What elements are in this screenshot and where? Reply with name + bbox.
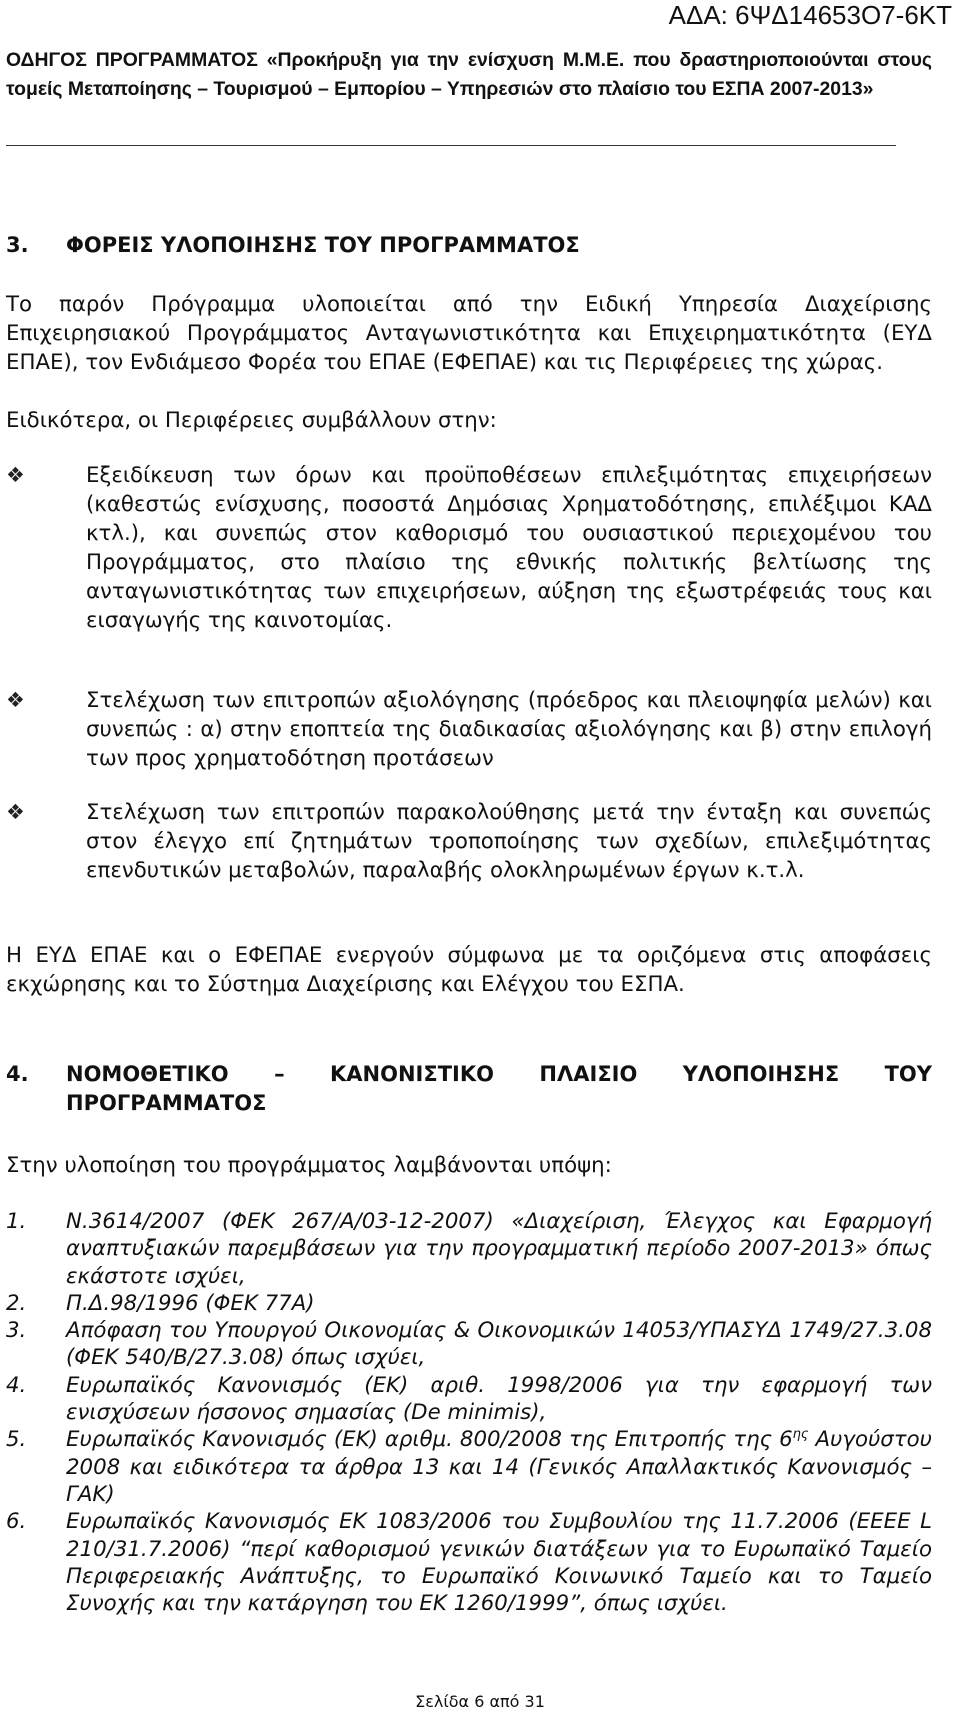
reference-text: Απόφαση του Υπουργού Οικονομίας & Οικονομικών 14053/ΥΠΑΣΥΔ 1749/27.3.08 (ΦΕΚ 540/Β/27.3.08) όπως ισχύει, <box>66 1318 932 1371</box>
bullet-text: Εξειδίκευση των όρων και προϋποθέσεων επιλεξιμότητας επιχειρήσεων (καθεστώς ενίσχυσης, ποσοστά Δημόσιας Χρηματοδότησης, επιλέξιμοι ΚΑΔ κτλ.), και συνεπώς στον καθορισμό του ουσιαστικού περιεχομένου του Προγράμματος, στο πλαίσιο της εθνικής πολιτικής βελτίωσης της ανταγωνιστικότητας των επιχειρήσεων, αύξηση της εξωστρέφειάς τους και εισαγωγής της καινοτομίας. <box>86 463 932 633</box>
reference-number: 2. <box>6 1290 27 1316</box>
reference-item <box>6 1290 932 1317</box>
reference-text-part: Ευρωπαϊκός Κανονισμός (ΕΚ) αριθμ. 800/2008 της Επιτροπής της 6 <box>66 1427 793 1453</box>
reference-number: 5. <box>6 1427 27 1453</box>
reference-item <box>6 1508 932 1617</box>
reference-text-part: Αυγούστου 2008 και ειδικότερα τα άρθρα 13 και 14 (Γενικός Απαλλακτικός Κανονισμός – ΓΑΚ) <box>66 1427 932 1507</box>
reference-text: Ευρωπαϊκός Κανονισμός ΕΚ 1083/2006 του Συμβουλίου της 11.7.2006 (ΕΕΕΕ L 210/31.7.2006) “περί καθορισμού γενικών διατάξεων για το Ευρωπαϊκό Ταμείο Περιφερειακής Ανάπτυξης, το Ευρωπαϊκό Κοινωνικό Ταμείο και το Ταμείο Συνοχής και την κατάργηση του ΕΚ 1260/1999”, όπως ισχύει. <box>66 1509 932 1617</box>
reference-number: 4. <box>6 1372 27 1398</box>
bullet-item <box>6 461 932 635</box>
references-list <box>6 1208 932 1617</box>
header-divider <box>6 145 896 146</box>
bullet-item <box>6 798 932 885</box>
section-3-intro: Το παρόν Πρόγραμμα υλοποιείται από την Ειδική Υπηρεσία Διαχείρισης Επιχειρησιακού Προγράμματος Ανταγωνιστικότητα και Επιχειρηματικότητα (ΕΥΔ ΕΠΑΕ), τον Ενδιάμεσο Φορέα του ΕΠΑΕ (ΕΦΕΠΑΕ) και τις Περιφέρειες της χώρας. <box>6 292 932 375</box>
section-title: ΦΟΡΕΙΣ ΥΛΟΠΟΙΗΣΗΣ ΤΟΥ ΠΡΟΓΡΑΜΜΑΤΟΣ <box>66 233 580 257</box>
reference-number: 3. <box>6 1318 27 1344</box>
bullet-text: Στελέχωση των επιτροπών παρακολούθησης μετά την ένταξη και συνεπώς στον έλεγχο επί ζητημάτων τροποποίησης των σχεδίων, επιλεξιμότητας επενδυτικών μεταβολών, παραλαβής ολοκληρωμένων έργων κ.τ.λ. <box>86 800 932 883</box>
ordinal-suffix: ης <box>792 1427 809 1443</box>
diamond-bullet-icon: ❖ <box>6 800 25 824</box>
reference-item <box>6 1317 932 1372</box>
regions-intro: Ειδικότερα, οι Περιφέρειες συμβάλλουν στην: <box>6 408 497 433</box>
ada-code: ΑΔΑ: 6ΨΔ14653Ο7-6ΚΤ <box>668 0 952 30</box>
reference-text <box>66 1426 932 1508</box>
bullet-text: Στελέχωση των επιτροπών αξιολόγησης (πρόεδρος και πλειοψηφία μελών) και συνεπώς : α) στην εποπτεία της διαδικασίας αξιολόγησης και β) στην επιλογή των προς χρηματοδότηση προτάσεων <box>86 688 932 771</box>
document-header: ΟΔΗΓΟΣ ΠΡΟΓΡΑΜΜΑΤΟΣ «Προκήρυξη για την ενίσχυση Μ.Μ.Ε. που δραστηριοποιούνται στους τομείς Μεταποίησης – Τουρισμού – Εμπορίου – Υπηρεσιών στο πλαίσιο του ΕΣΠΑ 2007-2013» <box>6 49 932 100</box>
diamond-bullet-icon: ❖ <box>6 463 25 487</box>
reference-number: 1. <box>6 1209 27 1234</box>
section-3-heading <box>6 231 932 260</box>
reference-item <box>6 1208 932 1290</box>
section-title: ΝΟΜΟΘΕΤΙΚΟ – ΚΑΝΟΝΙΣΤΙΚΟ ΠΛΑΙΣΙΟ ΥΛΟΠΟΙΗΣΗΣ ΤΟΥ ΠΡΟΓΡΑΜΜΑΤΟΣ <box>66 1062 932 1115</box>
section-4-heading <box>6 1060 932 1118</box>
reference-number: 6. <box>6 1509 27 1535</box>
bullet-item <box>6 686 932 773</box>
section-3-closing: Η ΕΥΔ ΕΠΑΕ και ο ΕΦΕΠΑΕ ενεργούν σύμφωνα με τα οριζόμενα στις αποφάσεις εκχώρησης και το Σύστημα Διαχείρισης και Ελέγχου του ΕΣΠΑ. <box>6 943 932 997</box>
reference-item <box>6 1426 932 1508</box>
reference-text: Ευρωπαϊκός Κανονισμός (ΕΚ) αριθ. 1998/2006 για την εφαρμογή των ενισχύσεων ήσσονος σημασίας (De minimis), <box>66 1372 932 1426</box>
section-number: 4. <box>6 1062 29 1086</box>
section-number: 3. <box>6 233 29 257</box>
page-number: Σελίδα 6 από 31 <box>415 1692 545 1711</box>
diamond-bullet-icon: ❖ <box>6 688 25 712</box>
reference-text: Ν.3614/2007 (ΦΕΚ 267/Α/03-12-2007) «Διαχείριση, Έλεγχος και Εφαρμογή αναπτυξιακών παρεμβάσεων για την προγραμματική περίοδο 2007-2013» όπως εκάστοτε ισχύει, <box>66 1209 932 1289</box>
reference-item <box>6 1372 932 1427</box>
section-4-intro: Στην υλοποίηση του προγράμματος λαμβάνονται υπόψη: <box>6 1153 612 1178</box>
reference-text: Π.Δ.98/1996 (ΦΕΚ 77Α) <box>66 1290 315 1316</box>
